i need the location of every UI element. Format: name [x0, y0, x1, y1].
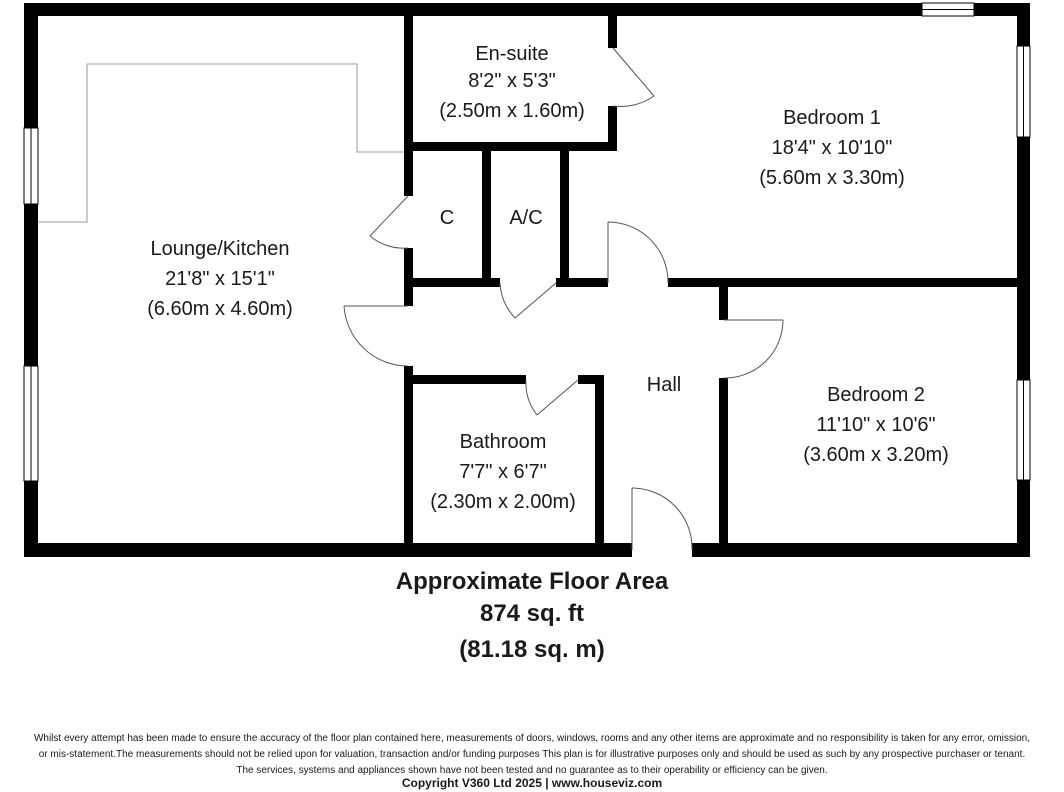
door-bedroom1 [608, 222, 668, 283]
wall-ensuite-east-lower [608, 106, 617, 151]
bathroom-metric: (2.30m x 2.00m) [430, 491, 576, 513]
bedroom2-name: Bedroom 2 [827, 384, 925, 406]
wall-lounge-east-upper [404, 16, 413, 196]
disclaimer-line-1: Whilst every attempt has been made to ensure the accuracy of the floor plan contained here, measurements of doors, windows, rooms and any other items are approximate and no responsibility is taken for any error, omission, [33, 733, 1031, 744]
hall-name: Hall [646, 374, 682, 396]
airing-name: A/C [509, 207, 543, 229]
bathroom-imperial: 7'7" x 6'7" [459, 461, 547, 483]
lounge-metric: (6.60m x 4.60m) [147, 298, 293, 320]
door-entrance [632, 488, 692, 550]
floor-area-imperial: 874 sq. ft [479, 600, 585, 627]
outer-wall-top [24, 3, 1030, 16]
wall-bedroom2-west-lower [719, 378, 728, 543]
bedroom1-metric: (5.60m x 3.30m) [759, 167, 905, 189]
wall-cupboard-divider [482, 151, 491, 285]
floor-area-metric: (81.18 sq. m) [459, 636, 605, 663]
wall-ensuite-bottom [404, 142, 617, 151]
bathroom-name: Bathroom [459, 431, 547, 453]
wall-airing-east [560, 151, 569, 285]
wall-bathroom-top-left [404, 375, 526, 384]
door-ensuite [613, 48, 654, 107]
disclaimer-line-2: or mis-statement.The measurements should not be relied upon for valuation, transaction and/or funding purposes This plan is for illustrative purposes only and should be used as such by any prospective purchaser or tenant. [38, 749, 1026, 760]
disclaimer-line-3: The services, systems and appliances shown have not been tested and no guarantee as to their operability or efficiency can be given. [236, 765, 828, 776]
bedroom1-imperial: 18'4" x 10'10" [771, 137, 893, 159]
door-lounge [344, 306, 408, 366]
ensuite-name: En-suite [475, 43, 549, 65]
bedroom2-metric: (3.60m x 3.20m) [803, 444, 949, 466]
wall-ensuite-east [608, 16, 617, 48]
ensuite-metric: (2.50m x 1.60m) [439, 100, 585, 122]
wall-bathroom-east [595, 375, 604, 543]
disclaimer [0, 731, 1064, 779]
wall-bedroom1-bottom [668, 278, 1030, 287]
outer-wall-bottom-right [692, 543, 1030, 557]
cupboard-name: C [439, 207, 455, 229]
wall-lounge-east-mid [404, 248, 413, 306]
door-airing [500, 283, 556, 318]
wall-lounge-east-lower [404, 366, 413, 543]
door-bathroom [526, 380, 578, 415]
bedroom1-name: Bedroom 1 [783, 107, 881, 129]
door-bedroom2 [724, 320, 783, 378]
wall-airing-bottom [556, 278, 608, 287]
ensuite-imperial: 8'2" x 5'3" [468, 70, 556, 92]
lounge-imperial: 21'8" x 15'1" [165, 268, 275, 290]
door-cupboard [370, 196, 408, 248]
floor-area-title: Approximate Floor Area [395, 568, 669, 595]
wall-cupboard-bottom [404, 278, 500, 287]
copyright: Copyright V360 Ltd 2025 | www.houseviz.com [401, 776, 663, 790]
wall-bedroom2-west-upper [719, 287, 728, 320]
kitchen-worktop [38, 64, 404, 222]
lounge-name: Lounge/Kitchen [150, 238, 290, 260]
outer-wall-bottom-left [24, 543, 632, 557]
bedroom2-imperial: 11'10" x 10'6" [816, 414, 936, 436]
